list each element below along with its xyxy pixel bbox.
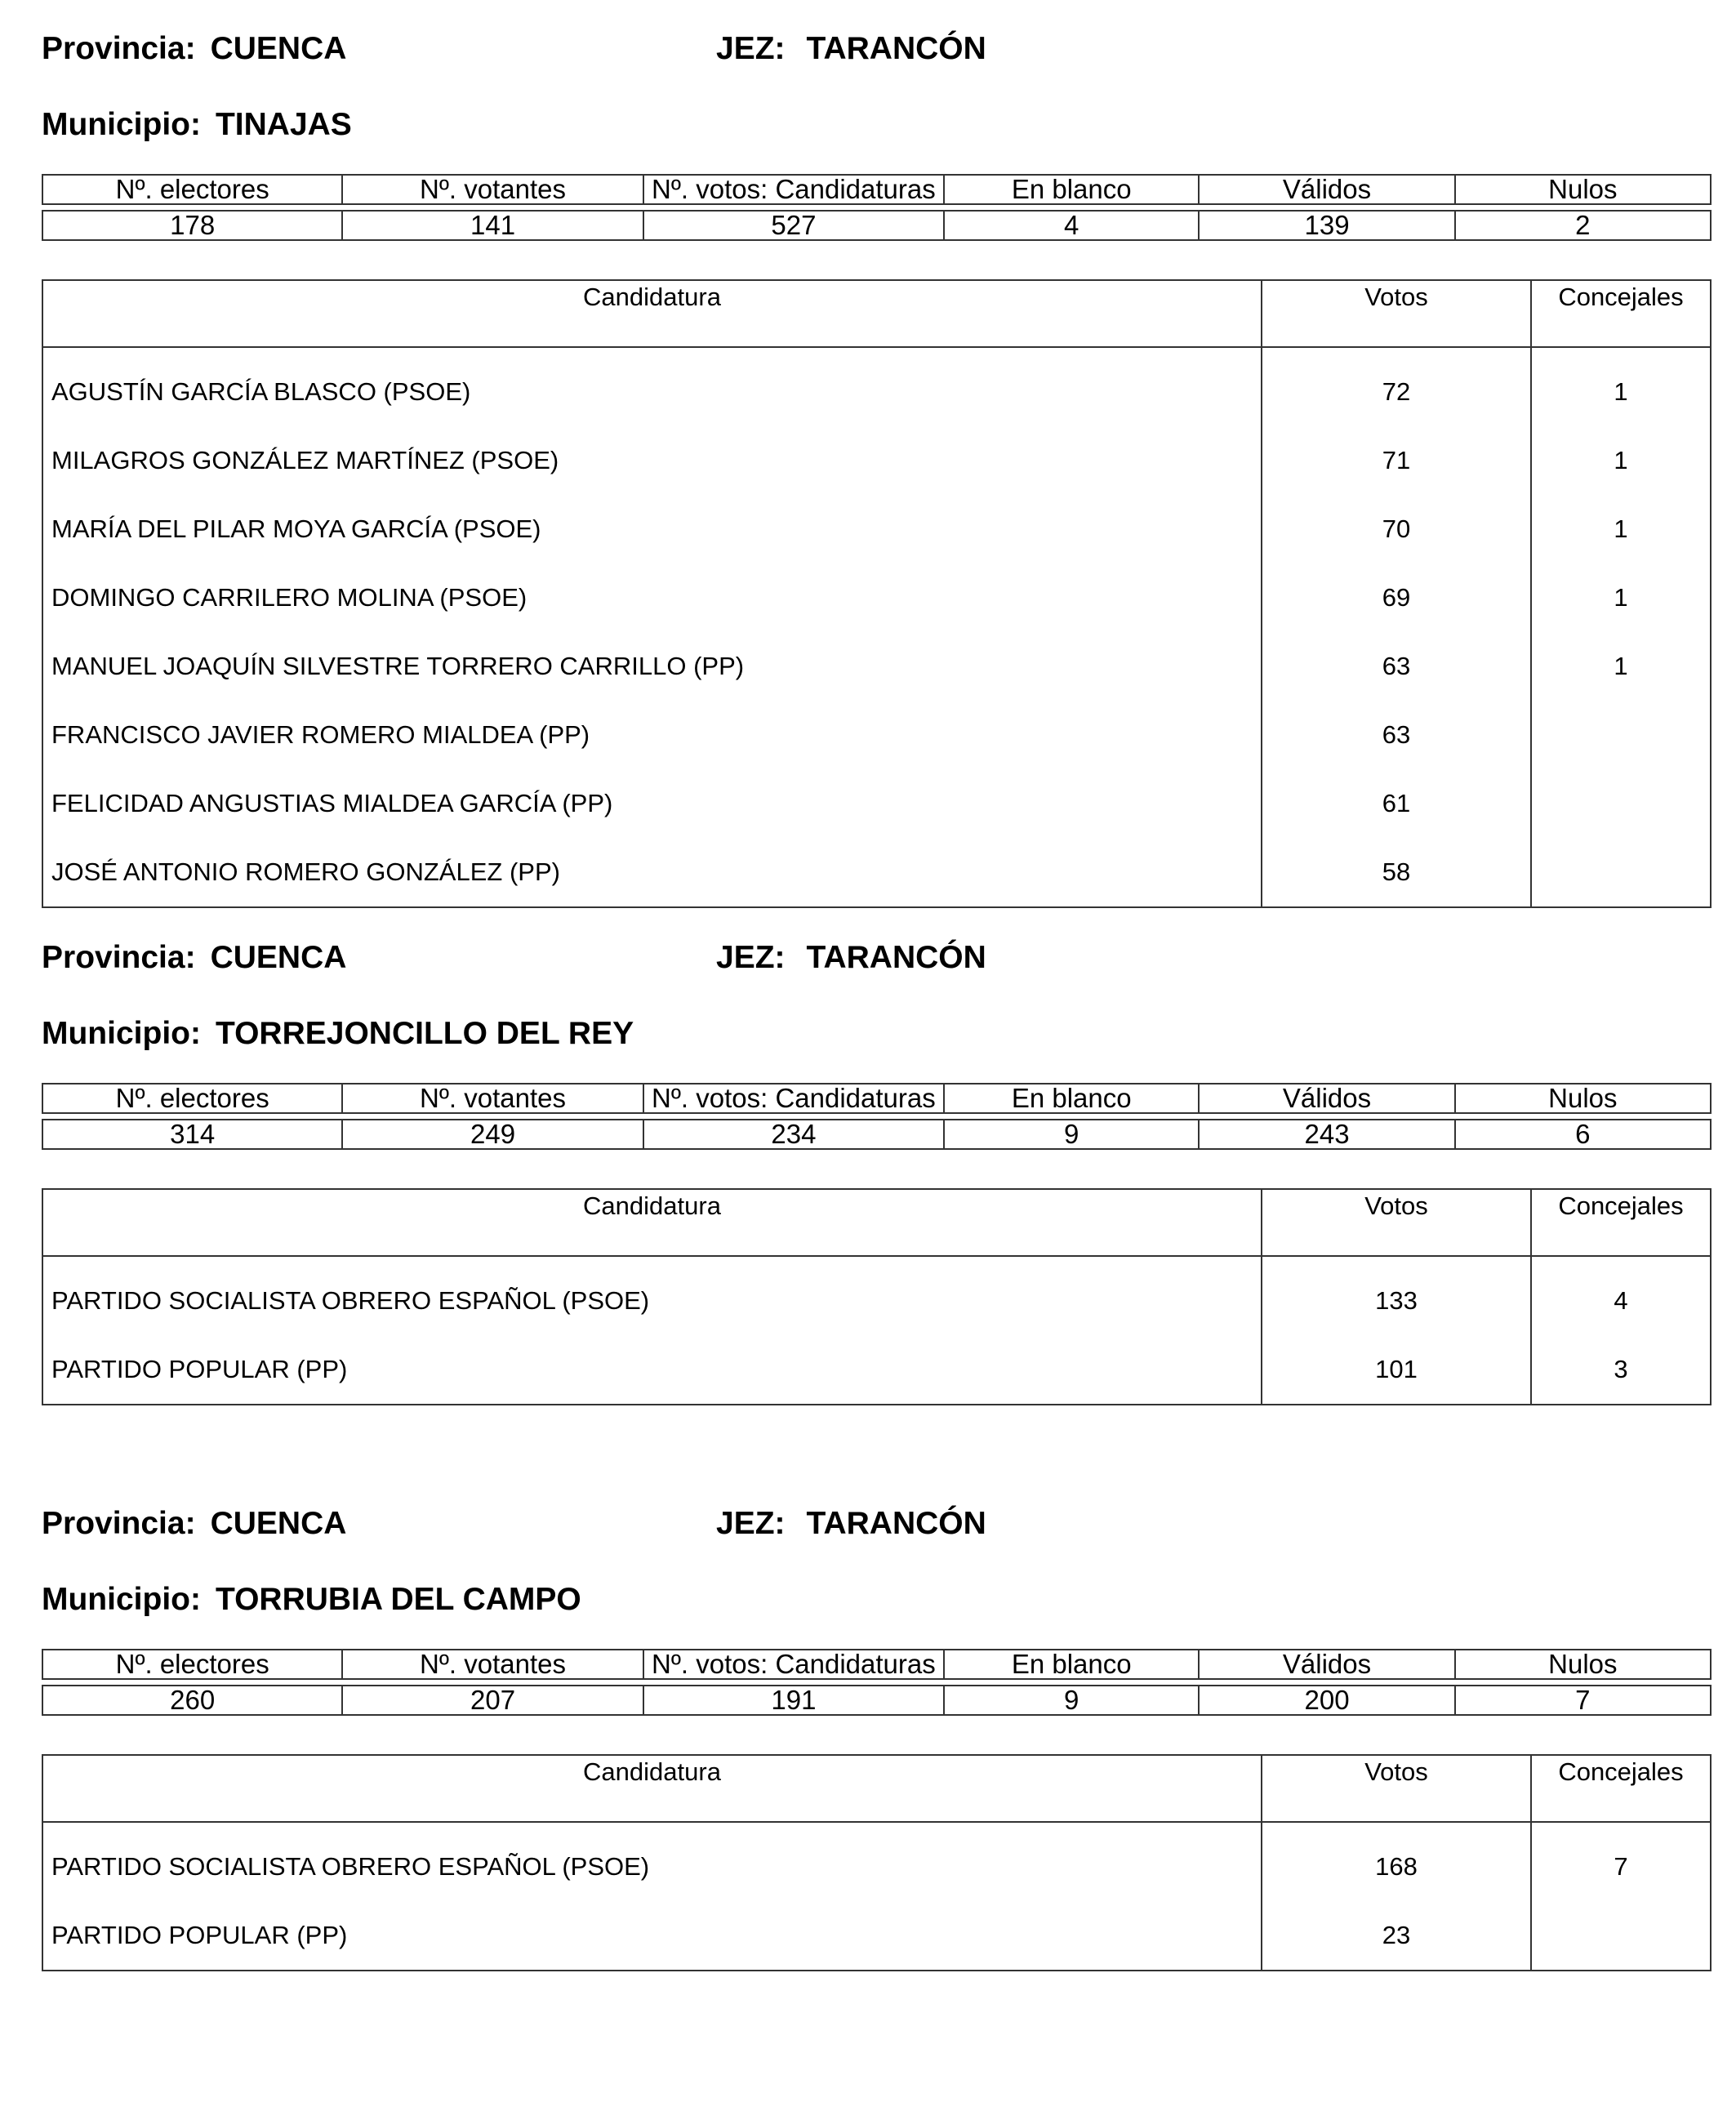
- candidate-name: PARTIDO POPULAR (PP): [51, 1355, 348, 1383]
- stat-header-votantes: Nº. votantes: [342, 1650, 643, 1679]
- stats-header-row: [42, 1084, 1711, 1113]
- candidate-row: [42, 426, 1711, 495]
- candidate-concejales: 1: [1531, 632, 1711, 701]
- candidate-votos: 70: [1262, 495, 1531, 563]
- stat-value-votos-candidaturas: 234: [643, 1120, 944, 1149]
- stat-value-electores: 178: [42, 211, 342, 240]
- candidate-name: DOMINGO CARRILERO MOLINA (PSOE): [51, 583, 527, 612]
- stats-value-row: [42, 1120, 1711, 1149]
- jez-header: [716, 33, 986, 65]
- candidate-row: [42, 632, 1711, 701]
- provincia-label: Provincia:: [42, 940, 196, 975]
- stat-value-en-blanco: 9: [944, 1686, 1199, 1715]
- stats-value-row: [42, 211, 1711, 240]
- header-concejales: Concejales: [1531, 1755, 1711, 1822]
- header-candidatura: Candidatura: [42, 1755, 1262, 1822]
- stats-table: [42, 1649, 1712, 1716]
- municipio-value: TORREJONCILLO DEL REY: [215, 1016, 634, 1051]
- candidate-concejales: 1: [1531, 495, 1711, 563]
- provincia-value: CUENCA: [210, 31, 347, 66]
- header-concejales: Concejales: [1531, 280, 1711, 347]
- stat-header-validos: Válidos: [1199, 1650, 1454, 1679]
- stat-value-en-blanco: 9: [944, 1120, 1199, 1149]
- candidate-row: [42, 1901, 1711, 1971]
- stats-value-row: [42, 1686, 1711, 1715]
- stat-value-votantes: 207: [342, 1686, 643, 1715]
- stat-header-validos: Válidos: [1199, 175, 1454, 204]
- candidate-votos: 23: [1262, 1901, 1531, 1971]
- candidate-name: MANUEL JOAQUÍN SILVESTRE TORRERO CARRILLO (PP): [51, 652, 745, 680]
- municipio-header: [42, 109, 352, 140]
- candidate-row: [42, 495, 1711, 563]
- header-votos: Votos: [1262, 280, 1531, 347]
- candidate-row: [42, 1267, 1711, 1335]
- candidate-votos: 61: [1262, 769, 1531, 838]
- jez-value: TARANCÓN: [806, 1506, 986, 1541]
- candidate-concejales: [1531, 1901, 1711, 1971]
- candidates-header-row: [42, 280, 1711, 347]
- stat-value-votos-candidaturas: 191: [643, 1686, 944, 1715]
- candidate-name: PARTIDO SOCIALISTA OBRERO ESPAÑOL (PSOE): [51, 1852, 650, 1881]
- candidates-header-row: [42, 1189, 1711, 1256]
- candidates-table: [42, 279, 1712, 908]
- stat-value-validos: 200: [1199, 1686, 1454, 1715]
- stat-value-votos-candidaturas: 527: [643, 211, 944, 240]
- stat-header-votos-candidaturas: Nº. votos: Candidaturas: [643, 1650, 944, 1679]
- candidate-votos: 63: [1262, 701, 1531, 769]
- stat-header-en-blanco: En blanco: [944, 1084, 1199, 1113]
- stats-header-row: [42, 1650, 1711, 1679]
- stat-header-electores: Nº. electores: [42, 175, 342, 204]
- stat-header-validos: Válidos: [1199, 1084, 1454, 1113]
- provincia-value: CUENCA: [210, 1506, 347, 1541]
- municipio-label: Municipio:: [42, 1582, 201, 1617]
- candidate-concejales: 3: [1531, 1335, 1711, 1405]
- candidate-concejales: [1531, 769, 1711, 838]
- candidate-votos: 101: [1262, 1335, 1531, 1405]
- stat-value-nulos: 6: [1455, 1120, 1711, 1149]
- jez-value: TARANCÓN: [806, 31, 986, 66]
- candidate-votos: 58: [1262, 838, 1531, 907]
- stat-value-en-blanco: 4: [944, 211, 1199, 240]
- candidate-name: FELICIDAD ANGUSTIAS MIALDEA GARCÍA (PP): [51, 789, 613, 817]
- candidate-name: MARÍA DEL PILAR MOYA GARCÍA (PSOE): [51, 514, 541, 543]
- jez-header: [716, 1508, 986, 1539]
- stat-header-electores: Nº. electores: [42, 1650, 342, 1679]
- jez-label: JEZ:: [716, 1506, 786, 1541]
- jez-label: JEZ:: [716, 31, 786, 66]
- municipio-header: [42, 1018, 634, 1049]
- municipio-header: [42, 1583, 581, 1615]
- candidate-concejales: 1: [1531, 358, 1711, 426]
- candidate-concejales: 1: [1531, 563, 1711, 632]
- jez-value: TARANCÓN: [806, 940, 986, 975]
- candidate-row: [42, 1335, 1711, 1405]
- stat-value-votantes: 141: [342, 211, 643, 240]
- stat-header-nulos: Nulos: [1455, 1084, 1711, 1113]
- stat-header-nulos: Nulos: [1455, 1650, 1711, 1679]
- candidate-name: PARTIDO POPULAR (PP): [51, 1921, 348, 1949]
- candidate-row: [42, 358, 1711, 426]
- stat-header-votos-candidaturas: Nº. votos: Candidaturas: [643, 1084, 944, 1113]
- header-candidatura: Candidatura: [42, 280, 1262, 347]
- provincia-value: CUENCA: [210, 940, 347, 975]
- candidate-votos: 71: [1262, 426, 1531, 495]
- candidate-concejales: [1531, 701, 1711, 769]
- candidate-name: MILAGROS GONZÁLEZ MARTÍNEZ (PSOE): [51, 446, 559, 474]
- stat-value-votantes: 249: [342, 1120, 643, 1149]
- municipio-label: Municipio:: [42, 1016, 201, 1051]
- provincia-header: [42, 33, 346, 65]
- stat-value-validos: 243: [1199, 1120, 1454, 1149]
- candidate-concejales: [1531, 838, 1711, 907]
- stat-header-votantes: Nº. votantes: [342, 175, 643, 204]
- municipio-label: Municipio:: [42, 107, 201, 142]
- stats-table: [42, 1083, 1712, 1150]
- candidate-votos: 72: [1262, 358, 1531, 426]
- candidate-name: FRANCISCO JAVIER ROMERO MIALDEA (PP): [51, 720, 590, 749]
- stat-value-nulos: 7: [1455, 1686, 1711, 1715]
- candidate-votos: 63: [1262, 632, 1531, 701]
- stat-value-validos: 139: [1199, 211, 1454, 240]
- candidate-row: [42, 838, 1711, 907]
- stat-value-electores: 260: [42, 1686, 342, 1715]
- stat-header-en-blanco: En blanco: [944, 1650, 1199, 1679]
- candidates-table: [42, 1754, 1712, 1971]
- candidate-row: [42, 701, 1711, 769]
- header-concejales: Concejales: [1531, 1189, 1711, 1256]
- municipio-value: TORRUBIA DEL CAMPO: [215, 1582, 581, 1617]
- candidates-table: [42, 1188, 1712, 1405]
- candidate-votos: 133: [1262, 1267, 1531, 1335]
- stat-header-votos-candidaturas: Nº. votos: Candidaturas: [643, 175, 944, 204]
- jez-label: JEZ:: [716, 940, 786, 975]
- candidates-header-row: [42, 1755, 1711, 1822]
- candidate-name: AGUSTÍN GARCÍA BLASCO (PSOE): [51, 377, 471, 406]
- candidate-name: JOSÉ ANTONIO ROMERO GONZÁLEZ (PP): [51, 857, 560, 886]
- provincia-label: Provincia:: [42, 31, 196, 66]
- candidate-votos: 69: [1262, 563, 1531, 632]
- candidate-concejales: 7: [1531, 1833, 1711, 1901]
- stat-header-en-blanco: En blanco: [944, 175, 1199, 204]
- stat-header-electores: Nº. electores: [42, 1084, 342, 1113]
- header-candidatura: Candidatura: [42, 1189, 1262, 1256]
- header-votos: Votos: [1262, 1189, 1531, 1256]
- provincia-label: Provincia:: [42, 1506, 196, 1541]
- stats-table: [42, 174, 1712, 241]
- header-votos: Votos: [1262, 1755, 1531, 1822]
- provincia-header: [42, 942, 346, 973]
- candidate-votos: 168: [1262, 1833, 1531, 1901]
- candidate-name: PARTIDO SOCIALISTA OBRERO ESPAÑOL (PSOE): [51, 1286, 650, 1315]
- provincia-header: [42, 1508, 346, 1539]
- candidate-row: [42, 1833, 1711, 1901]
- stat-header-votantes: Nº. votantes: [342, 1084, 643, 1113]
- stats-header-row: [42, 175, 1711, 204]
- candidate-concejales: 4: [1531, 1267, 1711, 1335]
- candidate-concejales: 1: [1531, 426, 1711, 495]
- stat-header-nulos: Nulos: [1455, 175, 1711, 204]
- jez-header: [716, 942, 986, 973]
- stat-value-nulos: 2: [1455, 211, 1711, 240]
- stat-value-electores: 314: [42, 1120, 342, 1149]
- municipio-value: TINAJAS: [215, 107, 352, 142]
- candidate-row: [42, 769, 1711, 838]
- candidate-row: [42, 563, 1711, 632]
